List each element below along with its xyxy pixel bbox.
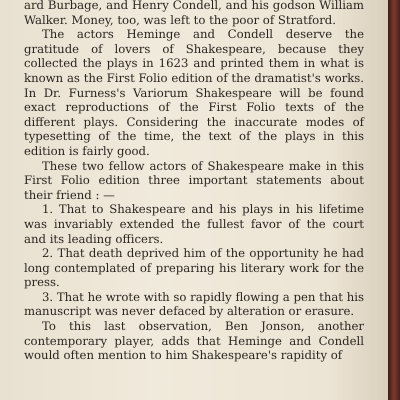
paragraph-three-statements: These two fellow actors of Shakespeare make in this First Folio edition three important statements about their friend : —	[24, 158, 364, 202]
statement-1: 1. That to Shakespeare and his plays in his lifetime was invariably extended the fullest favor of the court and its leading officers.	[24, 202, 364, 246]
statement-3: 3. That he wrote with so rapidly flowing a pen that his manuscript was never defaced by alteration or erasure.	[24, 289, 364, 319]
page-text	[24, 0, 364, 363]
paragraph-ben-jonson: To this last observation, Ben Jonson, another contemporary player, adds that Heminge and Condell would often mention to him Shakespeare's rapidity of	[24, 319, 364, 363]
paragraph-continued: ard Burbage, and Henry Condell, and his godson William Walker. Money, too, was left to the poor of Stratford.	[24, 0, 364, 27]
book-cover-edge	[388, 0, 400, 400]
paragraph-heminge-condell: The actors Heminge and Condell deserve the gratitude of lovers of Shakespeare, because they collected the plays in 1623 and printed them in what is known as the First Folio edition of the dramatist's works. In Dr. Furness's Variorum Shakespeare will be found exact reproductions of the First Folio texts of the different plays. Considering the inaccurate modes of typesetting of the time, the text of the plays in this edition is fairly good.	[24, 27, 364, 158]
statement-2: 2. That death deprived him of the opportunity he had long contemplated of preparing his literary work for the press.	[24, 246, 364, 290]
